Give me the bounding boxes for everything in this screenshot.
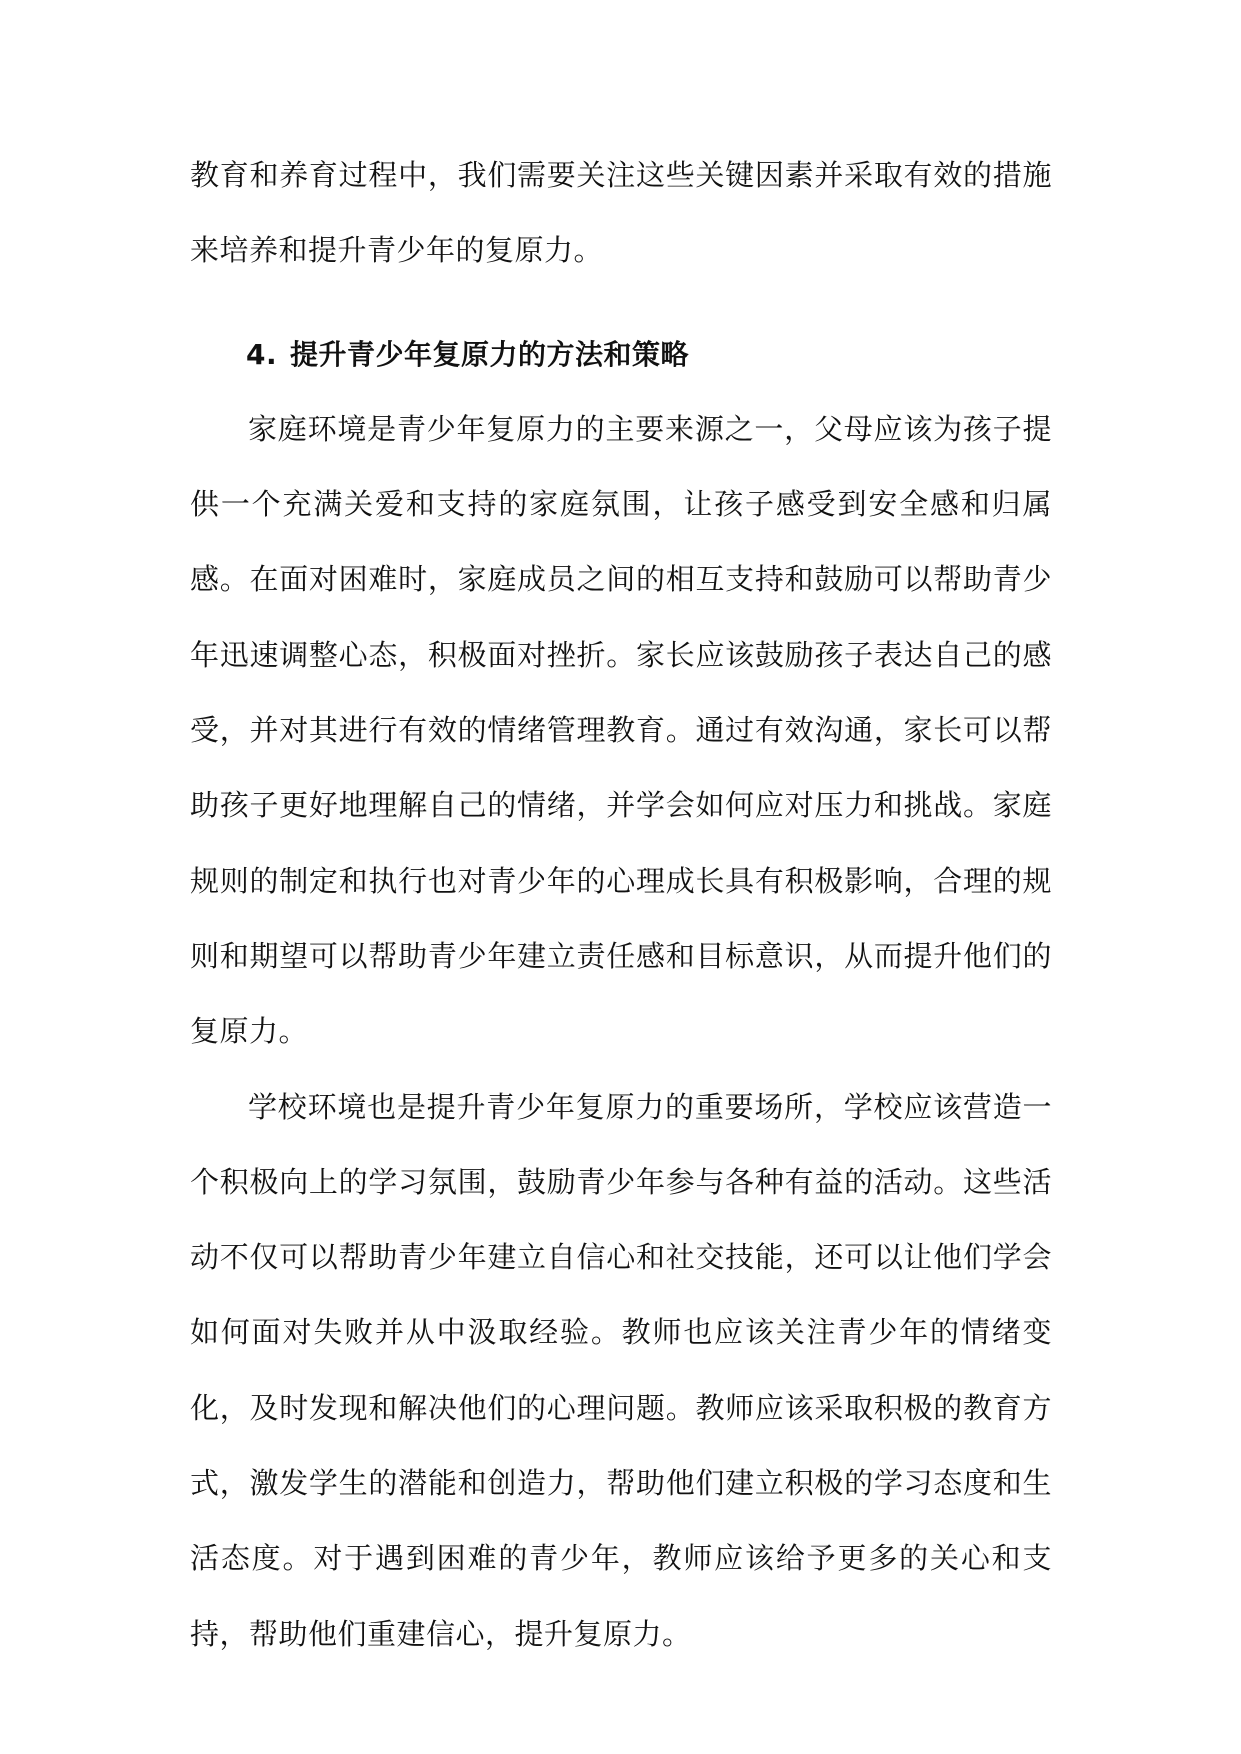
section-heading bbox=[190, 317, 1052, 392]
body-paragraph-school: 学校环境也是提升青少年复原力的重要场所，学校应该营造一个积极向上的学习氛围，鼓励青少年参与各种有益的活动。这些活动不仅可以帮助青少年建立自信心和社交技能，还可以让他们学会如何面对失败并从中汲取经验。教师也应该关注青少年的情绪变化，及时发现和解决他们的心理问题。教师应该采取积极的教育方式，激发学生的潜能和创造力，帮助他们建立积极的学习态度和生活态度。对于遇到困难的青少年，教师应该给予更多的关心和支持，帮助他们重建信心，提升复原力。 bbox=[190, 1089, 1052, 1651]
section-title: 提升青少年复原力的方法和策略 bbox=[290, 337, 690, 371]
heading-spacer bbox=[190, 289, 1052, 317]
intro-paragraph: 教育和养育过程中，我们需要关注这些关键因素并采取有效的措施来培养和提升青少年的复原力。 bbox=[190, 158, 1052, 268]
body-paragraph-family: 家庭环境是青少年复原力的主要来源之一，父母应该为孩子提供一个充满关爱和支持的家庭氛围，让孩子感受到安全感和归属感。在面对困难时，家庭成员之间的相互支持和鼓励可以帮助青少年迅速调整心态，积极面对挫折。家长应该鼓励孩子表达自己的感受，并对其进行有效的情绪管理教育。通过有效沟通，家长可以帮助孩子更好地理解自己的情绪，并学会如何应对压力和挑战。家庭规则的制定和执行也对青少年的心理成长具有积极影响，合理的规则和期望可以帮助青少年建立责任感和目标意识，从而提升他们的复原力。 bbox=[190, 411, 1052, 1049]
section-number: 4. bbox=[246, 337, 278, 371]
page-content bbox=[190, 138, 1052, 1672]
